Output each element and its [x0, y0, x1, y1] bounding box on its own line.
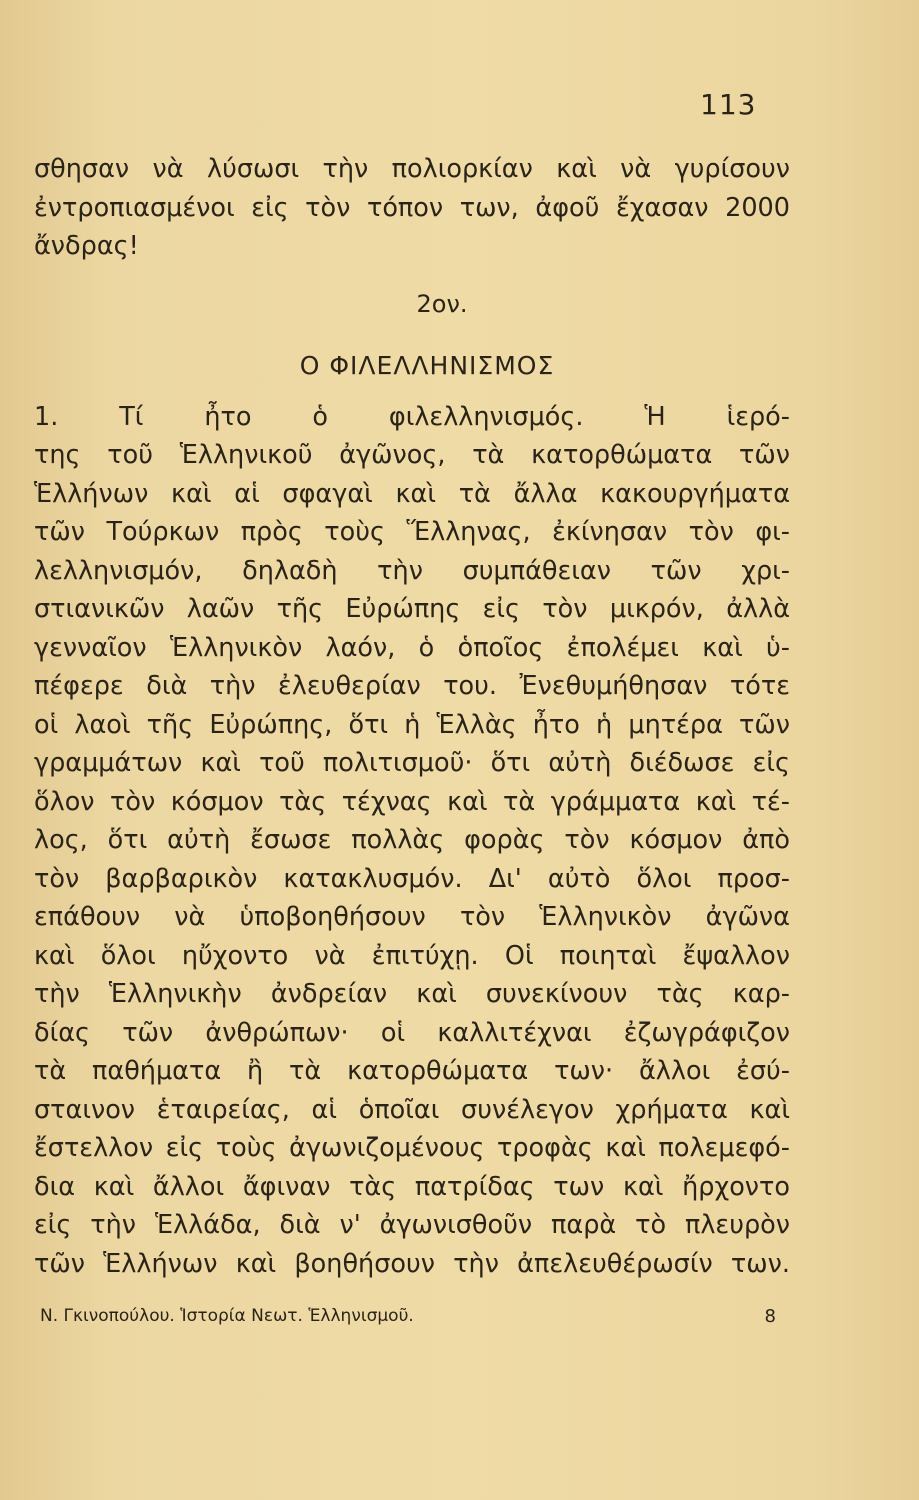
text-line: λελληνισμόν, δηλαδὴ τὴν συμπάθειαν τῶν χρι-: [34, 555, 790, 586]
text-line: ἄνδρας!: [34, 231, 139, 261]
text-line: σθησαν νὰ λύσωσι τὴν πολιορκίαν καὶ νὰ γυρίσουν: [34, 154, 790, 184]
text-line: καὶ ὅλοι ηὔχοντο νὰ ἐπιτύχῃ. Οἱ ποιηταὶ ἔψαλλον: [34, 940, 790, 971]
text-line: της τοῦ Ἑλληνικοῦ ἀγῶνος, τὰ κατορθώματα τῶν: [34, 440, 790, 470]
text-line: πέφερε διὰ τὴν ἐλευθερίαν του. Ἐνεθυμήθησαν τότε: [34, 671, 790, 701]
text-line: εἰς τὴν Ἑλλάδα, διὰ ν' ἀγωνισθοῦν παρὰ τὸ πλευρὸν: [34, 1210, 790, 1240]
text-line: οἱ λαοὶ τῆς Εὐρώπης, ὅτι ἡ Ἑλλὰς ἦτο ἡ μητέρα τῶν: [34, 709, 790, 740]
text-line: γραμμάτων καὶ τοῦ πολιτισμοῦ· ὅτι αὐτὴ διέδωσε εἰς: [34, 748, 790, 778]
text-line: επάθουν νὰ ὑποβοηθήσουν τὸν Ἑλληνικὸν ἀγῶνα: [34, 902, 790, 932]
page-number: 113: [700, 88, 757, 121]
text-line: ὅλον τὸν κόσμον τὰς τέχνας καὶ τὰ γράμματα καὶ τέ-: [34, 786, 790, 817]
text-line: τῶν Ἑλλήνων καὶ βοηθήσουν τὴν ἀπελευθέρωσίν των.: [34, 1248, 790, 1279]
text-line: στιανικῶν λαῶν τῆς Εὐρώπης εἰς τὸν μικρόν, ἀλλὰ: [34, 594, 790, 624]
section-number: 2ον.: [416, 289, 468, 318]
text-line: Ἑλλήνων καὶ αἱ σφαγαὶ καὶ τὰ ἄλλα κακουργήματα: [34, 478, 790, 509]
text-line: τὴν Ἑλληνικὴν ἀνδρείαν καὶ συνεκίνουν τὰς καρ-: [34, 979, 790, 1009]
text-line: λος, ὅτι αὐτὴ ἔσωσε πολλὰς φορὰς τὸν κόσμον ἀπὸ: [34, 825, 790, 855]
text-line: δια καὶ ἄλλοι ἄφιναν τὰς πατρίδας των καὶ ἤρχοντο: [34, 1171, 790, 1202]
text-line: γενναῖον Ἑλληνικὸν λαόν, ὁ ὁποῖος ἐπολέμει καὶ ὑ-: [34, 632, 790, 663]
text-line: τῶν Τούρκων πρὸς τοὺς Ἕλληνας, ἐκίνησαν τὸν φι-: [34, 517, 790, 547]
sheet-number: 8: [764, 1306, 776, 1327]
text-line: 1. Τί ἦτο ὁ φιλελληνισμός. Ἡ ἱερό-: [34, 401, 790, 432]
text-line: τὸν βαρβαρικὸν κατακλυσμόν. Δι' αὐτὸ ὅλοι προσ-: [34, 863, 790, 894]
text-line: τὰ παθήματα ἢ τὰ κατορθώματα των· ἄλλοι ἐσύ-: [34, 1056, 790, 1086]
page-footer: [40, 1306, 776, 1334]
section-title: Ο ΦΙΛΕΛΛΗΝΙΣΜΟΣ: [299, 350, 555, 380]
text-line: ἔστελλον εἰς τοὺς ἀγωνιζομένους τροφὰς καὶ πολεμεφό-: [34, 1133, 790, 1163]
text-line: ἐντροπιασμένοι εἰς τὸν τόπον των, ἀφοῦ ἔχασαν 2000: [34, 192, 790, 223]
text-line: σταινον ἑταιρείας, αἱ ὁποῖαι συνέλεγον χρήματα καὶ: [34, 1094, 790, 1125]
text-body: [34, 150, 790, 1283]
footer-signature: Ν. Γκινοπούλου. Ἱστορία Νεωτ. Ἑλληνισμοῦ.: [40, 1306, 414, 1326]
text-line: δίας τῶν ἀνθρώπων· οἱ καλλιτέχναι ἐζωγράφιζον: [34, 1017, 790, 1048]
